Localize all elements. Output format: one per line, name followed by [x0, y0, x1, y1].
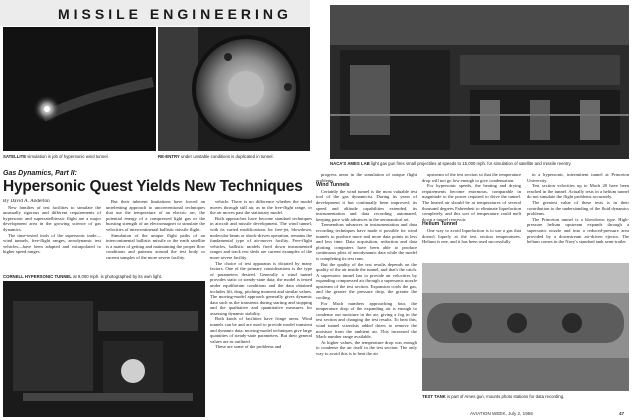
- test-tank-photo: [422, 263, 629, 391]
- col5-paragraph: upstream of the test section so that the temperature drop will not go low enough to give condensation.: [422, 172, 521, 183]
- article-kicker: Gas Dynamics, Part II:: [3, 170, 77, 177]
- subhead-helium-tunnel: Helium Tunnel: [422, 221, 458, 228]
- satellite-caption-text: simulation is job of hypersonic wind tunnel.: [27, 154, 109, 159]
- col6-paragraph: The greatest value of these tests is in their contribution to the understanding of the fluid dynamics problems.: [527, 199, 629, 217]
- cornell-tunnel-image: [3, 281, 205, 417]
- article-column-5: [422, 172, 521, 260]
- col2-paragraph: Simulation of the unique flight paths of an intercontinental ballistic missile or the earth satellite is a matter of getting and maintaining the proper flow conditions and patterns around the test body or current samples of the more severe facility.: [106, 232, 205, 260]
- article-column-4: [316, 172, 417, 412]
- cornell-caption-text: at 9,000 mph. is photographed by its own light.: [73, 274, 162, 279]
- footer-journal: AVIATION WEEK, July 2, 1956: [470, 411, 533, 416]
- article-column-2: [106, 199, 205, 271]
- col3-paragraph: These are some of the problems and: [215, 344, 282, 350]
- footer-page-number: 47: [619, 411, 625, 416]
- article-headline: Hypersonic Quest Yields New Techniques: [3, 178, 303, 195]
- naca-caption-text: light gas gun fires small projectiles at speeds to 15,000 mph. for simulation of satellite and missile reentry.: [370, 161, 572, 166]
- reentry-caption: [158, 154, 274, 159]
- col4-paragraph: Certainly the wind tunnel is the most valuable test tool of the gas dynamicist. During its years of development it has continually been improved; its speed and altitude capabilities extended, its instrumentation and data recording automated, keeping pace with advances in the aeronautical art.: [316, 188, 417, 222]
- test-tank-caption: [422, 394, 564, 399]
- satellite-photo: [3, 27, 156, 151]
- col4-paragraph: progress areas in the simulation of unique flight problems.: [316, 172, 417, 183]
- naca-caption-label: NACA'S AMES LAB: [330, 161, 370, 166]
- reentry-image: [158, 27, 310, 151]
- col6-paragraph: Test section velocities up to Mach 20 have been reached in the tunnel. Actually tests in a helium tunnel do not simulate the flight problems accurately.: [527, 183, 629, 200]
- satellite-caption-label: SATELLITE: [3, 154, 27, 159]
- col5-paragraph: One way to avoid liquefaction is to use a gas that doesn't liquefy at the test section temperatures. Helium is one, and it has been used successfully: [422, 227, 521, 245]
- article-column-6: [527, 172, 629, 260]
- naca-ames-photo: [330, 5, 629, 159]
- col6-paragraph: in a hypersonic, intermittent tunnel at Princeton University.: [527, 172, 629, 183]
- col4-paragraph: For Mach numbers approaching four, the temperature drop of the expanding air is enough to condense out moisture in the air, giving a fog in the test section and changing the test results. To beat this, wind tunnel scientists added driers to remove the moisture from the ambient air. This increased the Mach number range available.: [316, 300, 417, 340]
- subhead-wind-tunnels: Wind Tunnels: [316, 182, 350, 189]
- col1-paragraph: New families of test facilities to simulate the unusually rigorous and different requirements of hypersonic and supersatellitessic flight are a major development area in the growing science of gas dynamics.: [3, 204, 101, 232]
- naca-ames-image: [330, 5, 629, 159]
- col4-paragraph: At higher values, the temperature drop was enough to condense the air itself in the test section. The only way to avoid this is to heat the air: [316, 339, 417, 356]
- satellite-image: [3, 27, 156, 151]
- article-column-1: [3, 199, 101, 271]
- test-tank-caption-label: TEST TANK: [422, 394, 446, 399]
- col1-paragraph: The time-tested tools of the supersonic trade—wind tunnels, free-flight ranges, aerodynamic test vehicles—have been adapted and extrapolated to higher speed ranges.: [3, 232, 101, 255]
- cornell-caption-label: CORNELL HYPERSONIC TUNNEL: [3, 274, 72, 279]
- col3-paragraph: Both approaches have become standard techniques in aircraft and missile development. The wind tunnel, with its varied modifications for free-jet, blowdown, molecular beam or shock-driven operation, remains the fundamental type of air-mover facility. Free-flight vehicles, ballistic models fired down instrumented ranges and track test sleds are current examples of the more severe facility.: [210, 215, 312, 260]
- col3-paragraph: vehicle. There is no difference whether the model moves through still air, as in the free-flight range, or the air moves past the stationary model.: [210, 199, 312, 216]
- naca-caption: [330, 161, 572, 166]
- col6-paragraph: The Princeton tunnel is a blowdown type. High-pressure helium upstream expands through a supersonic nozzle and into a reduced-pressure area provided by a downstream air-driven ejector. The helium comes in the Navy's standard tank semi-trailer: [527, 216, 629, 245]
- col5-paragraph: For hypersonic speeds, the heating and drying requirements become enormous, comparable in magnitude to the power required to drive the tunnel. The heated air should be at temperatures of several thousand degrees Fahrenheit to eliminate liquefaction completely, and this sort of temperature could melt down a tunnel reservoir.: [422, 183, 521, 222]
- cornell-tunnel-photo: [3, 281, 205, 417]
- article-column-3: [210, 199, 312, 415]
- article-byline: By David A. Anderton: [3, 199, 50, 204]
- reentry-caption-label: RE-ENTRY: [158, 154, 180, 159]
- satellite-caption: [3, 154, 109, 159]
- test-tank-caption-text: is part of Ames gun, mounts photo stations for data recording.: [447, 394, 565, 399]
- col3-paragraph: The choice of test apparatus is dictated by many factors. One of the primary considerations is the type of parameters desired. Generally a wind tunnel provides static or steady-state data; the model is tested under equilibrium conditions and the data obtained includes lift, drag, pitching moment and similar values. The moving-model approach generally gives dynamic data such as the transients during starting and stopping and the qualitative and quantitative measures for assessing dynamic stability.: [210, 260, 312, 316]
- col4-paragraph: Tremendous advances in instrumentation and data recording techniques have made it possible for wind tunnels to produce more and more data points in less and less time. Data acquisition, reduction and data plotting computers have been able to produce continuous plots of aerodynamic data while the model is completing its test runs.: [316, 222, 417, 261]
- reentry-photo: [158, 27, 310, 151]
- col2-paragraph: But their inherent limitations have forced an unrelenting approach to unconventional techniques that use the temperature of an electric arc, the potential energy of a compressed light gas or the bursting strength of an electromagnet to simulate the velocities of intercontinental ballistic missile flight.: [106, 199, 205, 232]
- cornell-caption: [3, 274, 162, 279]
- col4-paragraph: But the quality of the test results depends on the quality of the air inside the tunnel, and that's the catch. A supersonic tunnel has to provide air velocities by expanding compressed air through a supersonic nozzle upstream of the test section. Expansion cools the gas, and the greater the pressure drop, the greater the cooling.: [316, 261, 417, 301]
- section-header-title: MISSILE ENGINEERING: [58, 6, 292, 22]
- reentry-caption-text: under unstable conditions is duplicated in tunnel.: [181, 154, 274, 159]
- col3-paragraph: Both kinds of facilities have fringe areas. Wind tunnels can be and are used to provide model transient and dynamic data; moving-model techniques give large quantities of steady-state parameters. But their general values are as outlined.: [210, 316, 312, 344]
- test-tank-image: [422, 263, 629, 391]
